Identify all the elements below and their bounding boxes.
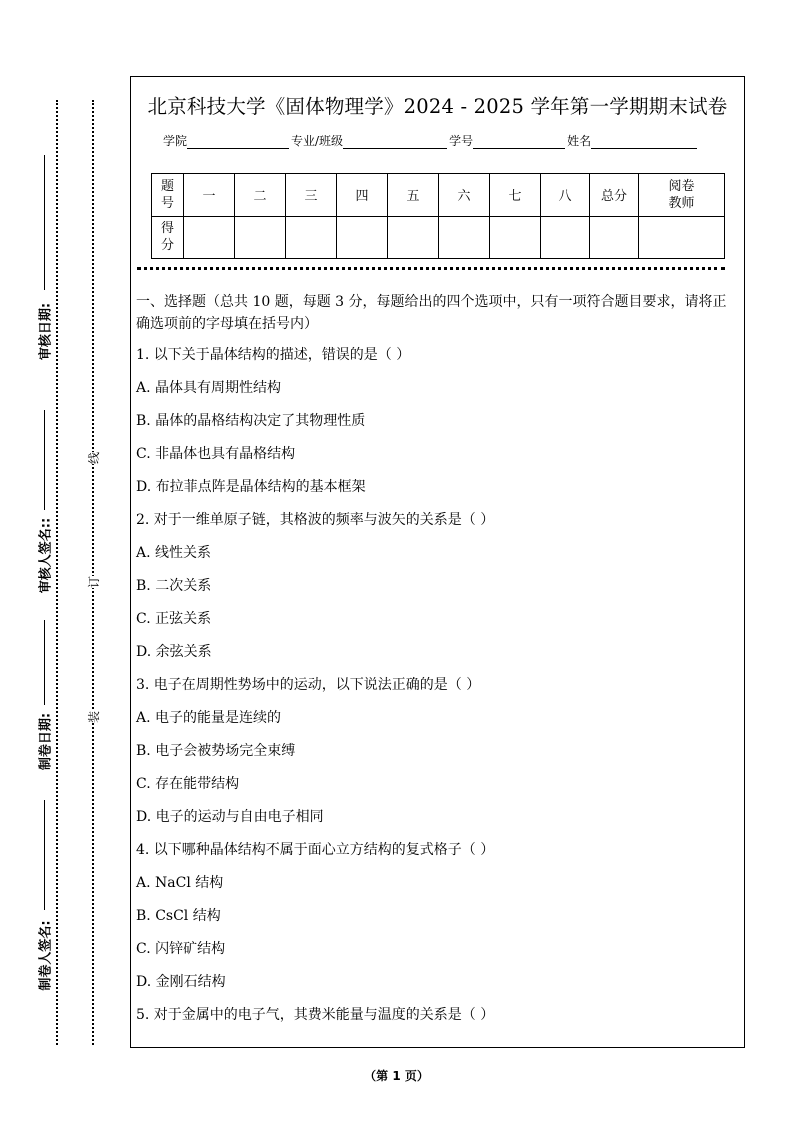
section-separator: [137, 267, 725, 270]
score-cell-3[interactable]: [286, 216, 337, 259]
exam-title: 北京科技大学《固体物理学》2024 - 2025 学年第一学期期末试卷: [147, 95, 728, 118]
score-col-4: 四: [337, 174, 388, 217]
make-date-underline: [44, 620, 45, 705]
answer-option: D. 布拉菲点阵是晶体结构的基本框架: [136, 479, 366, 495]
answer-option: C. 闪锌矿结构: [136, 941, 226, 957]
score-cell-7[interactable]: [490, 216, 541, 259]
score-col-2: 二: [235, 174, 286, 217]
score-row-label: 得 分: [152, 216, 184, 259]
school-label: 学院: [163, 134, 188, 148]
answer-option: B. 二次关系: [136, 578, 212, 594]
score-col-grader: 阅卷 教师: [639, 174, 725, 217]
question-stem: 4. 以下哪种晶体结构不属于面心立方结构的复式格子（ ）: [136, 842, 495, 858]
answer-option: D. 电子的运动与自由电子相同: [136, 809, 324, 825]
answer-option: D. 金刚石结构: [136, 974, 226, 990]
name-field[interactable]: [591, 135, 697, 149]
score-cell-grader[interactable]: [639, 216, 725, 259]
question-stem: 2. 对于一维单原子链，其格波的频率与波矢的关系是（ ）: [136, 512, 495, 528]
major-class-field[interactable]: [343, 135, 447, 149]
answer-option: C. 正弦关系: [136, 611, 212, 627]
answer-option: A. 晶体具有周期性结构: [136, 380, 282, 396]
review-date-underline: [44, 155, 45, 290]
answer-option: D. 余弦关系: [136, 644, 212, 660]
question-number-label: 题 号: [152, 174, 184, 217]
student-id-label: 学号: [449, 134, 474, 148]
page-number: （第 1 页）: [364, 1069, 429, 1083]
question-content: [136, 291, 736, 1037]
major-class-label: 专业/班级: [291, 134, 344, 148]
binding-line-char: 线: [87, 451, 102, 465]
score-col-total: 总分: [590, 174, 639, 217]
exam-paper-frame: [130, 76, 745, 1048]
maker-sign-underline: [44, 800, 45, 910]
answer-option: B. 电子会被势场完全束缚: [136, 743, 296, 759]
binding-fold-char: 装: [87, 710, 102, 724]
student-id-field[interactable]: [473, 135, 565, 149]
binding-dotted-line-outer: [56, 100, 58, 1045]
school-field[interactable]: [187, 135, 289, 149]
answer-option: B. CsCl 结构: [136, 908, 221, 924]
score-col-7: 七: [490, 174, 541, 217]
make-date-label: 制卷日期:: [38, 712, 54, 771]
score-cell-total[interactable]: [590, 216, 639, 259]
review-date-label: 审核日期:: [38, 302, 54, 361]
answer-option: A. NaCl 结构: [136, 875, 224, 891]
question-list: [136, 344, 736, 1037]
answer-option: B. 晶体的晶格结构决定了其物理性质: [136, 413, 366, 429]
score-cell-8[interactable]: [541, 216, 590, 259]
maker-sign-label: 制卷人签名:: [38, 920, 54, 991]
score-col-1: 一: [184, 174, 235, 217]
answer-option: C. 存在能带结构: [136, 776, 240, 792]
score-col-5: 五: [388, 174, 439, 217]
reviewer-sign-underline: [44, 410, 45, 510]
score-col-8: 八: [541, 174, 590, 217]
binding-bind-char: 订: [87, 575, 102, 589]
student-info-row: [163, 132, 699, 149]
question-stem: 5. 对于金属中的电子气，其费米能量与温度的关系是（ ）: [136, 1007, 495, 1023]
score-col-3: 三: [286, 174, 337, 217]
answer-option: A. 电子的能量是连续的: [136, 710, 282, 726]
score-table-header-row: [152, 174, 725, 217]
name-label: 姓名: [567, 134, 592, 148]
score-cell-5[interactable]: [388, 216, 439, 259]
score-cell-6[interactable]: [439, 216, 490, 259]
score-cell-4[interactable]: [337, 216, 388, 259]
question-stem: 3. 电子在周期性势场中的运动，以下说法正确的是（ ）: [136, 677, 481, 693]
question-stem: 1. 以下关于晶体结构的描述，错误的是（ ）: [136, 347, 411, 363]
binding-dotted-line-inner: [92, 100, 94, 1045]
section-heading: 一、选择题（总共 10 题，每题 3 分，每题给出的四个选项中，只有一项符合题目要求，请将正确选项前的字母填在括号内）: [136, 294, 727, 332]
score-table-score-row: [152, 216, 725, 259]
answer-option: C. 非晶体也具有晶格结构: [136, 446, 296, 462]
answer-option: A. 线性关系: [136, 545, 212, 561]
score-cell-2[interactable]: [235, 216, 286, 259]
score-table: [151, 173, 725, 259]
score-cell-1[interactable]: [184, 216, 235, 259]
score-col-6: 六: [439, 174, 490, 217]
reviewer-sign-label: 审核人签名::: [38, 517, 54, 594]
